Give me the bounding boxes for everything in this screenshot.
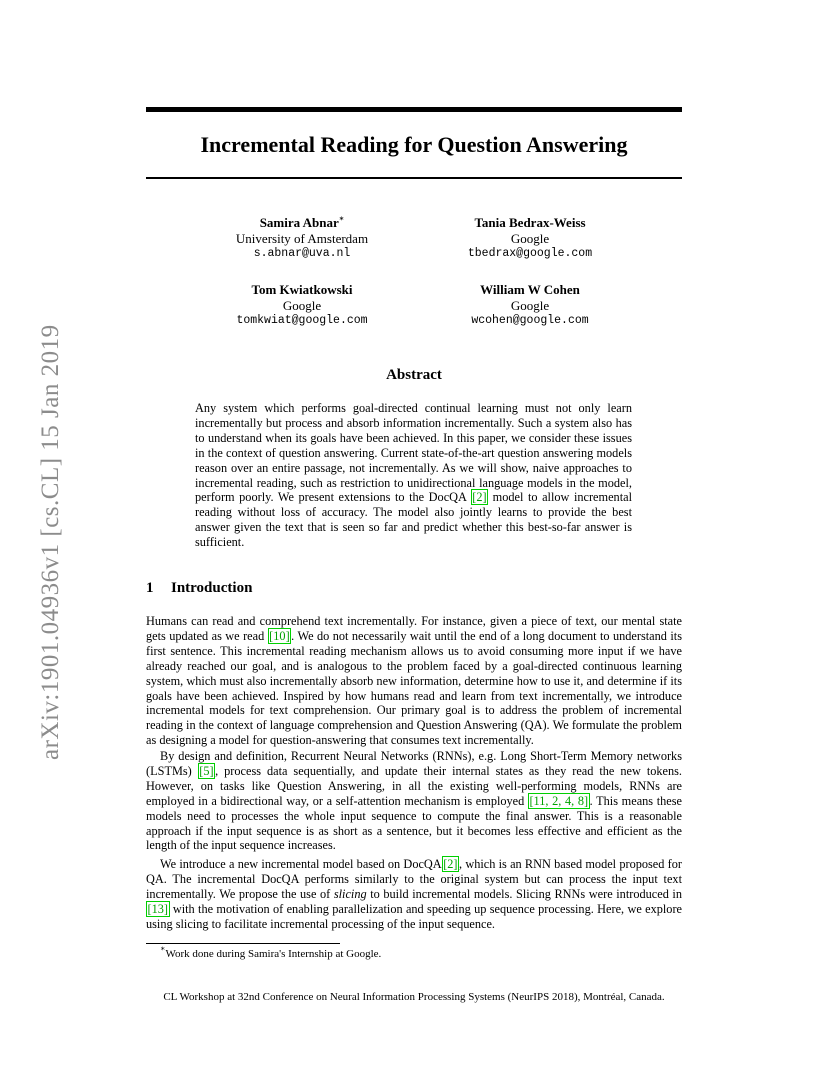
title-top-rule — [146, 107, 682, 112]
author-name: Tom Kwiatkowski — [251, 282, 353, 297]
citation-link[interactable]: [10] — [269, 628, 290, 643]
section-heading — [146, 578, 252, 598]
footnote-marker: ∗ — [160, 944, 166, 954]
author-email[interactable]: wcohen@google.com — [471, 314, 589, 327]
footnote-rule — [146, 943, 340, 944]
author-email[interactable]: tomkwiat@google.com — [236, 314, 368, 327]
author-name: William W Cohen — [480, 282, 580, 297]
author-affiliation: University of Amsterdam — [235, 230, 369, 246]
intro-paragraph-2: By design and definition, Recurrent Neural Networks (RNNs), e.g. Long Short-Term Memory networks (LSTMs) [5] , process data sequentially, and update their internal states as they read the new tokens. However, on tasks like Question Answering, in all the existing well-performing models, RNNs are employed in a bidirectional way, or a self-attention mechanism is employed [11, 2, 4, 8] . This means these models need to processes the whole input sequence to compute the final answer. This is a reasonable approach if the input sequence is as short as a sentence, but it becomes less effective and efficient as the length of the input sequence increases. — [146, 749, 683, 853]
author-block — [430, 282, 630, 329]
author-affiliation: Google — [510, 230, 550, 246]
citation-link[interactable]: [13] — [147, 901, 168, 916]
emphasized-term: slicing — [333, 886, 367, 901]
title-bottom-rule — [146, 177, 682, 179]
footnote — [160, 944, 382, 961]
footnote-text: Work done during Samira's Internship at Google. — [165, 948, 382, 960]
abstract-text: Any system which performs goal-directed continual learning must not only learn incrementally but process and absorb information incrementally. Such a system also has to understand when its goals have been achieved. In this paper, we consider these issues in the context of question answering. Current state-of-the-art question answering models reason over an entire passage, not incrementally. As we will show, naive approaches to incremental reading, such as restriction to unidirectional language models in the model, perform poorly. We present extensions to the DocQA [2] model to allow incremental reading without loss of accuracy. The model also jointly learns to provide the best answer given the text that is seen so far and predict whether this best-so-far answer is sufficient. — [195, 401, 632, 550]
author-block — [202, 215, 402, 262]
section-number: 1 — [146, 580, 154, 596]
intro-paragraph-1: Humans can read and comprehend text incrementally. For instance, given a piece of text, our mental state gets updated as we read [10] . We do not necessarily wait until the end of a long document to understand its first sentence. This incremental reading mechanism allows us to avoid consuming more input if we have already reached our goal, and is analogous to the problem faced by a goal-directed continuous learning system, which must also incrementally absorb new information, determine how to use it, and determine if its goals have been achieved. Inspired by how humans read and learn from text incrementally, we introduce incremental models for text comprehension. Our primary goal is to address the problem of incremental reading in the context of language comprehension and Question Answering (QA). We formulate the problem as designing a model for question-answering that consumes text incrementally. — [146, 614, 682, 748]
venue-footer: CL Workshop at 32nd Conference on Neural Information Processing Systems (NeurIPS 2018), Montréal, Canada. — [163, 991, 665, 1003]
author-name: Tania Bedrax-Weiss — [474, 215, 586, 230]
citation-link[interactable]: [5] — [199, 763, 214, 778]
author-affiliation: Google — [282, 297, 322, 313]
author-name: Samira Abnar∗ — [259, 213, 345, 230]
author-email[interactable]: tbedrax@google.com — [467, 247, 593, 260]
author-email[interactable]: s.abnar@uva.nl — [253, 247, 351, 260]
citation-link[interactable]: [2] — [472, 490, 487, 505]
section-title: Introduction — [171, 580, 253, 596]
arxiv-sidebar-stamp: arXiv:1901.04936v1 [cs.CL] 15 Jan 2019 — [37, 324, 64, 760]
intro-paragraph-3: We introduce a new incremental model based on DocQA [2] , which is an RNN based model proposed for QA. The incremental DocQA performs similarly to the original system but can process the input text incrementally. We propose the use of slicing to build incremental models. Slicing RNNs were introduced in [13] with the motivation of enabling parallelization and speeding up sequence processing. Here, we explore using slicing to facilitate incremental processing of the input sequence. — [146, 857, 682, 931]
author-block — [202, 282, 402, 329]
citation-link[interactable]: [2] — [443, 857, 458, 871]
citation-link[interactable]: [11, 2, 4, 8] — [529, 793, 589, 808]
paper-title: Incremental Reading for Question Answering — [200, 132, 628, 157]
footnote-marker: ∗ — [338, 213, 345, 223]
author-affiliation: Google — [510, 297, 550, 313]
author-block — [430, 215, 630, 262]
abstract-heading: Abstract — [386, 367, 442, 383]
